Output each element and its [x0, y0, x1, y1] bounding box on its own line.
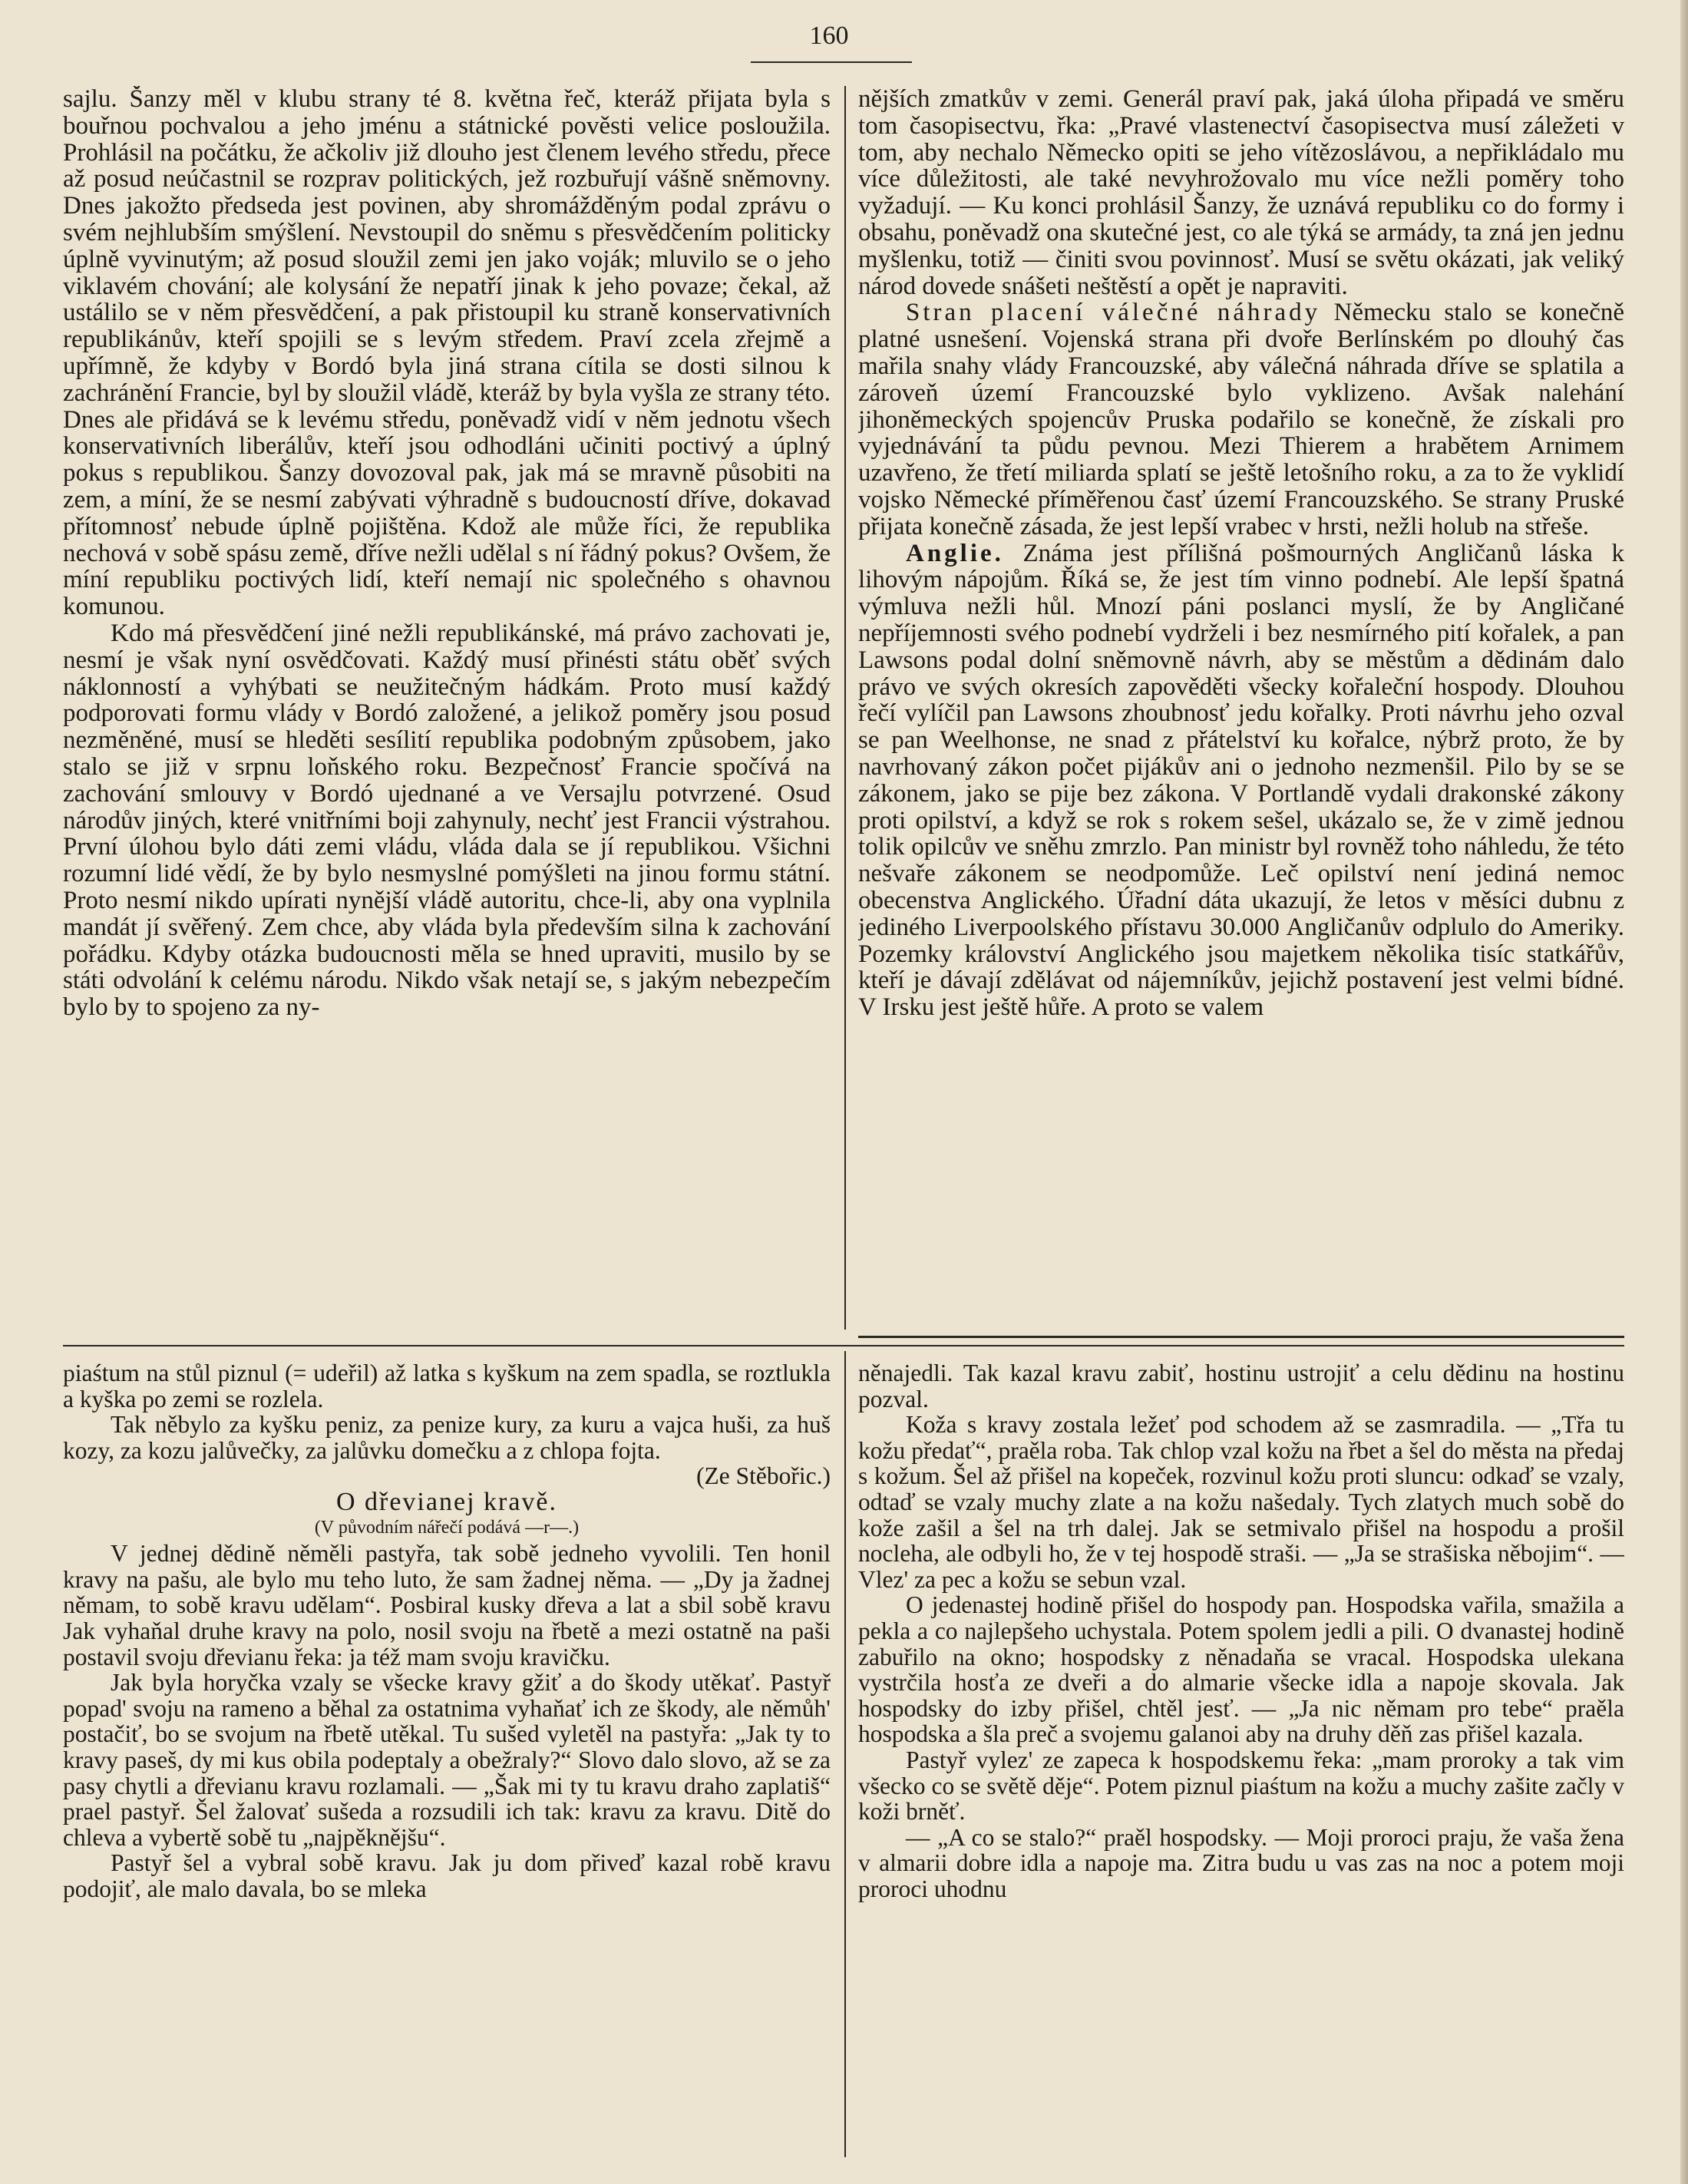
bottom-right-column [858, 1360, 1624, 2151]
paragraph: sajlu. Šanzy měl v klubu strany té 8. května řeč, kteráž přijata byla s bouřnou pochvalou a jeho jménu a státnické pověsti velice posloužila. Prohlásil na počátku, že ačkoliv již dlouho jest členem levého středu, přece až posud neúčastnil se rozprav politických, jež rozbuřují vášně sněmovny. Dnes jakožto předseda jest povinen, aby shromážděným podal zprávu o svém nejhlubším smýšlení. Nevstoupil do sněmu s přesvědčením politicky úplně vyvinutým; až posud sloužil zemi jen jako voják; mluvilo se o jeho viklavém chování; ale kolysání že nepatří jinak k jeho povaze; čekal, až ustálilo se v něm přesvědčení, a pak přistoupil ku straně konservativních republikánův, kteří spojili se s levým středem. Praví zcela zřejmě a upřímně, že kdyby v Bordó byla jiná strana cítila se dosti silnou k zachránění Francie, byl by sloužil vládě, kteráž by byla vyšla ze strany této. Dnes ale přidává se k levému středu, poněvadž vidí v něm jednotu všech konservativních liberálův, kteří jsou odhodláni učiniti poctivý a úplný pokus s republikou. Šanzy dovozoval pak, jak má se mravně působiti na zem, a míní, že se nesmí zabývati výhradně s budoucností dříve, dokavad přítomnosť nebude úplně pojištěna. Kdož ale může říci, že republika nechová v sobě spásu země, dříve nežli udělal s ní řádný pokus? Ovšem, že míní republiku poctivých lidí, kteří nemají nic společného s ohavnou komunou. [63, 86, 831, 621]
bottom-left-column [63, 1360, 831, 2151]
paragraph: — „A co se stalo?“ praěl hospodsky. — Moji proroci praju, že vaša žena v almarii dobre idla a napoje ma. Zitra budu u vas zas na noc a potem moji proroci uhodnu [858, 1823, 1624, 1902]
top-right-column [858, 86, 1624, 1326]
section-divider [63, 1345, 1624, 1346]
paragraph: Koža s kravy zostala ležeť pod schodem až se zasmradila. — „Třa tu kožu předať“, praěla roba. Tak chlop vzal kožu na řbet a šel do města na předaj s kožum. Šel až přišel na kopeček, rozvinul kožu proti sluncu: odkaď se vzaly, odtaď se vzaly muchy zlate a na kožu našedaly. Tych zlatych much sobě do kože zašil a šel na trh dalej. Jak se setmivalo přišel na hospodu a prošil nocleha, ale odbyli ho, že v tej hospodě straši. — „Ja se strašiska něbojim“. — Vlez' za pec a kožu se sebun vzal. [858, 1411, 1624, 1593]
paragraph: O jedenastej hodině přišel do hospody pan. Hospodska vařila, smažila a pekla a co najlepšeho uchystala. Potem spolem jedli a pili. O dvanastej hodině zabuřilo na okno; hospodsky z něnadaňa se vracal. Hospodska ulekana vystrčila hosťa ze dveři a do almarie všecke idla a napoje skovala. Jak hospodsky do izby přišel, chtěl jesť. — „Ja nic němam pro tebe“ praěla hospodska a šla preč a svojemu galanoi aby na druhy děň zas přišel kazala. [858, 1591, 1624, 1748]
section-heading-anglie: Anglie. [906, 539, 1004, 567]
column-end-rule [858, 1336, 1624, 1338]
page-number-rule [751, 61, 912, 63]
paragraph: Pastyř vylez' ze zapeca k hospodskemu řeka: „mam proroky a tak vim všecko co se světě děje“. Potem piznul piaśtum na kožu a muchy zašite začly v koži brněť. [858, 1746, 1624, 1826]
paragraph: V jednej dědině něměli pastyřa, tak sobě jedneho vyvolili. Ten honil kravy na pašu, ale bylo mu teho luto, že sam žadnej něma. — „Dy ja žadnej němam, to sobě kravu udělam“. Posbiral kusky dřeva a lat a sbil sobě kravu Jak vyhaňal druhe kravy na polo, nosil svoju na řbetě a mezi ostatně na paši postavil svoju dřevianu řeka: ja též mam svoju kravičku. [63, 1540, 831, 1670]
paragraph: piaśtum na stůl piznul (= udeřil) až latka s kyškum na zem spadla, se roztlukla a kyška po zemi se rozlela. [63, 1360, 831, 1412]
story-subtitle: (V původním nářečí podává —r—.) [314, 1517, 580, 1538]
paragraph: Anglie. Známa jest přílišná pošmourných Angličanů láska k lihovým nápojům. Říká se, že jest tím vinno podnebí. Ale lepší špatná výmluva nežli hůl. Mnozí páni poslanci myslí, že by Angličané nepříjemnosti svého podnebí vydrželi i bez nesmírného pití kořalek, a pan Lawsons podal dolní sněmovně návrh, aby se městům a dědinám dalo právo ve svých okresích zapověděti všecky kořaleční hospody. Dlouhou řečí vylíčil pan Lawsons zhoubnosť jedu kořalky. Proti návrhu jeho ozval se pan Weelhonse, ne snad z přátelství ku kořalce, nýbrž proto, že by navrhovaný zákon počet pijákův ani o jednoho nezmenšil. Pilo by se se zákonem, jako se pije bez zákona. V Portlandě vydali drakonské zákony proti opilství, a když se rok s rokem sešel, ukázalo se, že v zimě jednou tolik opilcův ve sněhu zmrzlo. Pan ministr byl rovněž toho náhledu, že této nešvaře zákonem se neodpomůže. Leč opilství není jediná nemoc obecenstva Anglického. Úřadní dáta ukazují, že letos v měsíci dubnu z jediného Liverpoolského přístavu 30.000 Angličanův odplulo do Ameriky. Pozemky království Anglického jsou majetkem několika tisíc statkářův, kteří je dávají zdělávat od nájemníkův, jejichž postavení jest velmi bídné. V Irsku jest ještě hůře. A proto se valem [858, 539, 1624, 1022]
page-number: 160 [809, 21, 849, 50]
page-spine-shadow [1680, 0, 1688, 2184]
paragraph: Pastyř šel a vybral sobě kravu. Jak ju dom přiveď kazal robě kravu podojiť, ale malo davala, bo se mleka [63, 1849, 831, 1902]
paragraph: něnajedli. Tak kazal kravu zabiť, hostinu ustrojiť a celu dědinu na hostinu pozval. [858, 1360, 1624, 1412]
source-tag: (Ze Stěbořic.) [696, 1462, 831, 1490]
paragraph: Stran placení válečné náhrady Německu stalo se konečně platné usnešení. Vojenská strana při dvoře Berlínském po dlouhý čas mařila snahy vlády Francouzské, aby válečná náhrada dříve se splatila a zároveň území Francouzské bylo vyklizeno. Avšak nalehání jihoněmeckých spojencův Pruska podařilo se konečně, že získali pro vyjednávání ta půdu pevnou. Mezi Thierem a hrabětem Arnimem uzavřeno, že třetí miliarda splatí se ještě letošního roku, a za to že vyklidí vojsko Německé příměřenou časť území Francouzského. Se strany Pruské přijata konečně zásada, že jest lepší vrabec v hrsti, nežli holub na střeše. [858, 299, 1624, 540]
paragraph: Kdo má přesvědčení jiné nežli republikánské, má právo zachovati je, nesmí je však nyní osvědčovati. Každý musí přinésti státu oběť svých náklonností a vyhýbati se neužitečným hádkám. Proto musí každý podporovati formu vlády v Bordó založené, a jelikož poměry jsou posud nezměněné, musí se hleděti sesílití republika podobným způsobem, jako stalo se již v srpnu loňského roku. Bezpečnosť Francie spočívá na zachování smlouvy v Bordó ujednané a ve Versajlu potvrzené. Osud národův jiných, které vnitřními boji zahynuly, nechť jest Francii výstrahou. První úlohou bylo dáti zemi vládu, vláda dala se jí republikou. Všichni rozumní lidé vědí, že by bylo nesmyslné pomýšleti na jinou formu státní. Proto nesmí nikdo upírati nynější vládě autoritu, chce-li, aby ona vyplnila mandát jí svěřený. Zem chce, aby vláda byla především silna k zachování pořádku. Kdyby otázka budoucnosti měla se hned upraviti, musilo by se státi odvolání k celému národu. Nikdo však netají se, s jakým nebezpečím bylo by to spojeno za ny- [63, 619, 831, 1022]
section-lead: Stran placení válečné náhrady [906, 299, 1321, 327]
paragraph: Tak něbylo za kyšku peniz, za penize kury, za kuru a vajca huši, za huš kozy, za kozu jalůvečky, za jalůvku domečku a z chlopa fojta. [63, 1411, 831, 1464]
paragraph: Jak byla horyčka vzaly se všecke kravy gžiť a do škody utěkať. Pastyř popad' svoju na rameno a běhal za ostatnima vyhaňať ich ze škody, ale němůh' postačiť, bo se svojum na řbetě utěkal. Tu sušed vyletěl na pastyřa: „Jak ty to kravy paseš, dy mi kus obila podeptaly a obežraly?“ Slovo dalo slovo, až se za pasy chytli a dřevianu kravu rozlamali. — „Šak mi ty tu kravu draho zaplatiš“ prael pastyř. Šel žalovať sušeda a rozsudili ich tak: kravu za kravu. Ditě do chleva a vybertě sobě tu „najpěkněјšu“. [63, 1669, 831, 1851]
top-left-column [63, 86, 831, 1326]
paragraph: nějších zmatkův v zemi. Generál praví pak, jaká úloha připadá ve směru tom časopisectvu, řka: „Pravé vlastenectví časopisectva musí záležeti v tom, aby nechalo Německo opiti se jeho vítězoslávou, a nepřikládalo mu více důležitosti, ale také nevyhrožovalo mu více nežli poměry toho vyžadují. — Ku konci prohlásil Šanzy, že uznává republiku co do formy i obsahu, poněvadž ona skutečné jest, co ale týká se armády, ta zná jen jednu myšlenku, totiž — činiti svou povinnosť. Musí se světu okázati, jak veliký národ dovede snášeti neštěstí a opět je napraviti. [858, 86, 1624, 300]
column-divider-top [844, 86, 846, 1330]
story-title: O dřevianej kravě. [335, 1487, 558, 1516]
column-divider-bottom [844, 1351, 846, 2157]
